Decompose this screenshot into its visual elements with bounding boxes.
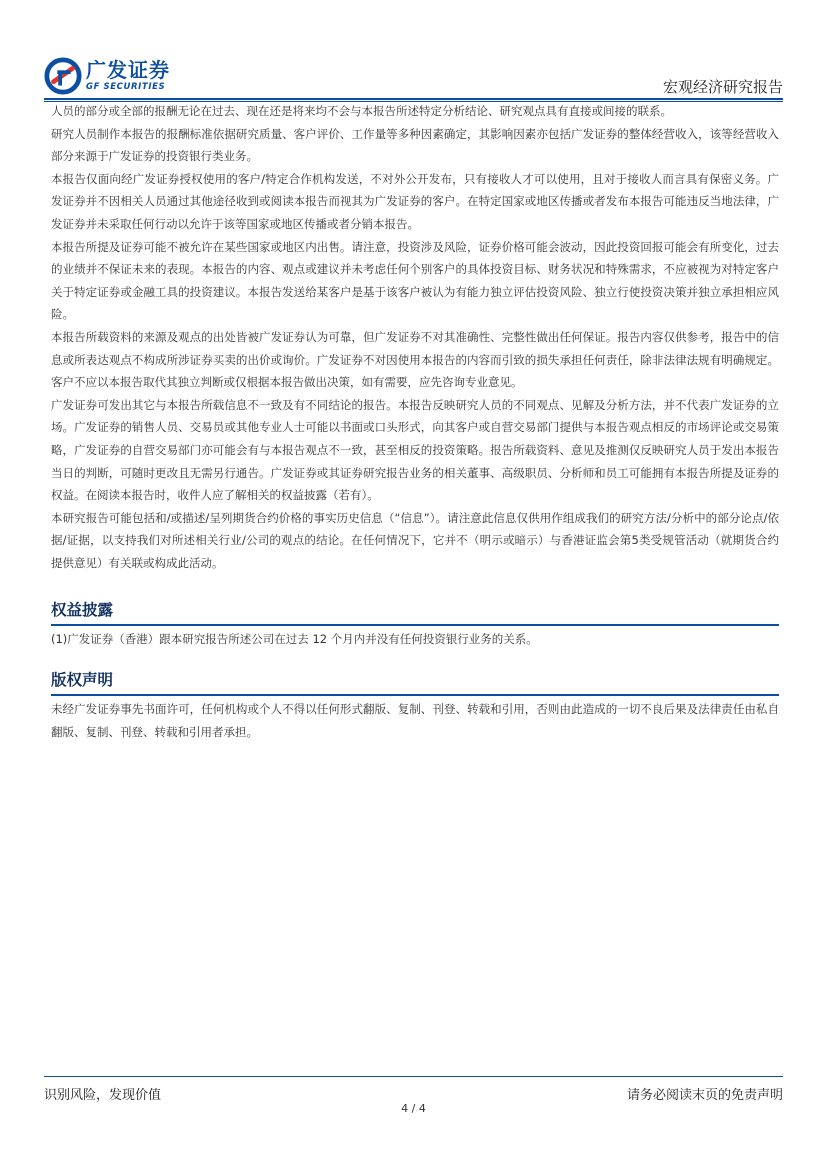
footer-disclaimer-note: 请务必阅读末页的免责声明 [626, 1088, 783, 1103]
brand-name-en: GF SECURITIES [86, 82, 166, 93]
page-number: 4 / 4 [401, 1102, 426, 1115]
paragraph: 本报告所提及证券可能不被允许在某些国家或地区内出售。请注意，投资涉及风险，证券价格可能会波动，因此投资回报可能会有所变化，过去的业绩并不保证未来的表现。本报告的内容、观点或建议并未考虑任何个别客户的具体投资目标、财务状况和特殊需求，不应被视为对特定客户关于特定证券或金融工具的投资建议。本报告发送给某客户是基于该客户被认为有能力独立评估投资风险、独立行使投资决策并独立承担相应风险。 [51, 239, 779, 322]
disclaimer-body [51, 100, 779, 574]
gf-securities-logo [44, 56, 170, 96]
footer-slogan: 识别风险，发现价值 [44, 1088, 162, 1103]
paragraph: 本报告所载资料的来源及观点的出处皆被广发证券认为可靠，但广发证券不对其准确性、完整性做出任何保证。报告内容仅供参考，报告中的信息或所表达观点不构成所涉证券买卖的出价或询价。广发证券不对因使用本报告的内容而引致的损失承担任何责任，除非法律法规有明确规定。客户不应以本报告取代其独立判断或仅根据本报告做出决策，如有需要，应先咨询专业意见。 [51, 329, 779, 390]
copyright-text: 未经广发证券事先书面许可，任何机构或个人不得以任何形式翻版、复制、刊登、转载和引用，否则由此造成的一切不良后果及法律责任由私自翻版、复制、刊登、转载和引用者承担。 [51, 702, 779, 739]
paragraph: 本报告仅面向经广发证券授权使用的客户/特定合作机构发送，不对外公开发布，只有接收人才可以使用，且对于接收人而言具有保密义务。广发证券并不因相关人员通过其他途径收到或阅读本报告而视其为广发证券的客户。在特定国家或地区传播或者发布本报告可能违反当地法律，广发证券并未采取任何行动以允许于该等国家或地区传播或者分销本报告。 [51, 171, 779, 231]
report-type: 宏观经济研究报告 [662, 78, 783, 96]
paragraph: 本研究报告可能包括和/或描述/呈列期货合约价格的事实历史信息（“信息”）。请注意此信息仅供用作组成我们的研究方法/分析中的部分论点/依据/证据，以支持我们对所述相关行业/公司的观点的结论。在任何情况下，它并不（明示或暗示）与香港证监会第5类受规管活动（就期货合约提供意见）有关联或构成此活动。 [51, 510, 779, 570]
paragraph: 研究人员制作本报告的报酬标准依据研究质量、客户评价、工作量等多种因素确定，其影响因素亦包括广发证券的整体经营收入，该等经营收入部分来源于广发证券的投资银行类业务。 [51, 126, 779, 164]
brand-name-cn: 广发证券 [86, 58, 170, 83]
paragraph: 人员的部分或全部的报酬无论在过去、现在还是将来均不会与本报告所述特定分析结论、研究观点具有直接或间接的联系。 [51, 104, 672, 118]
disclosure-section [51, 598, 779, 651]
footer-divider [44, 1076, 783, 1077]
gf-logo-icon [44, 57, 82, 95]
paragraph: 广发证券可发出其它与本报告所载信息不一致及有不同结论的报告。本报告反映研究人员的不同观点、见解及分析方法，并不代表广发证券的立场。广发证券的销售人员、交易员或其他专业人士可能以书面或口头形式，向其客户或自营交易部门提供与本报告观点相反的市场评论或交易策略，广发证券的自营交易部门亦可能会有与本报告观点不一致，甚至相反的投资策略。报告所载资料、意见及推测仅反映研究人员于发出本报告当日的判断，可随时更改且无需另行通告。广发证券或其证券研究报告业务的相关董事、高级职员、分析师和员工可能拥有本报告所提及证券的权益。在阅读本报告时，收件人应了解相关的权益披露（若有）。 [51, 397, 779, 503]
copyright-section [51, 668, 779, 743]
section-title-copyright: 版权声明 [51, 668, 779, 696]
disclosure-text: (1)广发证券（香港）跟本研究报告所述公司在过去 12 个月内并没有任何投资银行业务的关系。 [51, 632, 538, 646]
page-footer [44, 1076, 783, 1103]
page-header [44, 56, 783, 102]
section-title-disclosure: 权益披露 [51, 598, 779, 626]
